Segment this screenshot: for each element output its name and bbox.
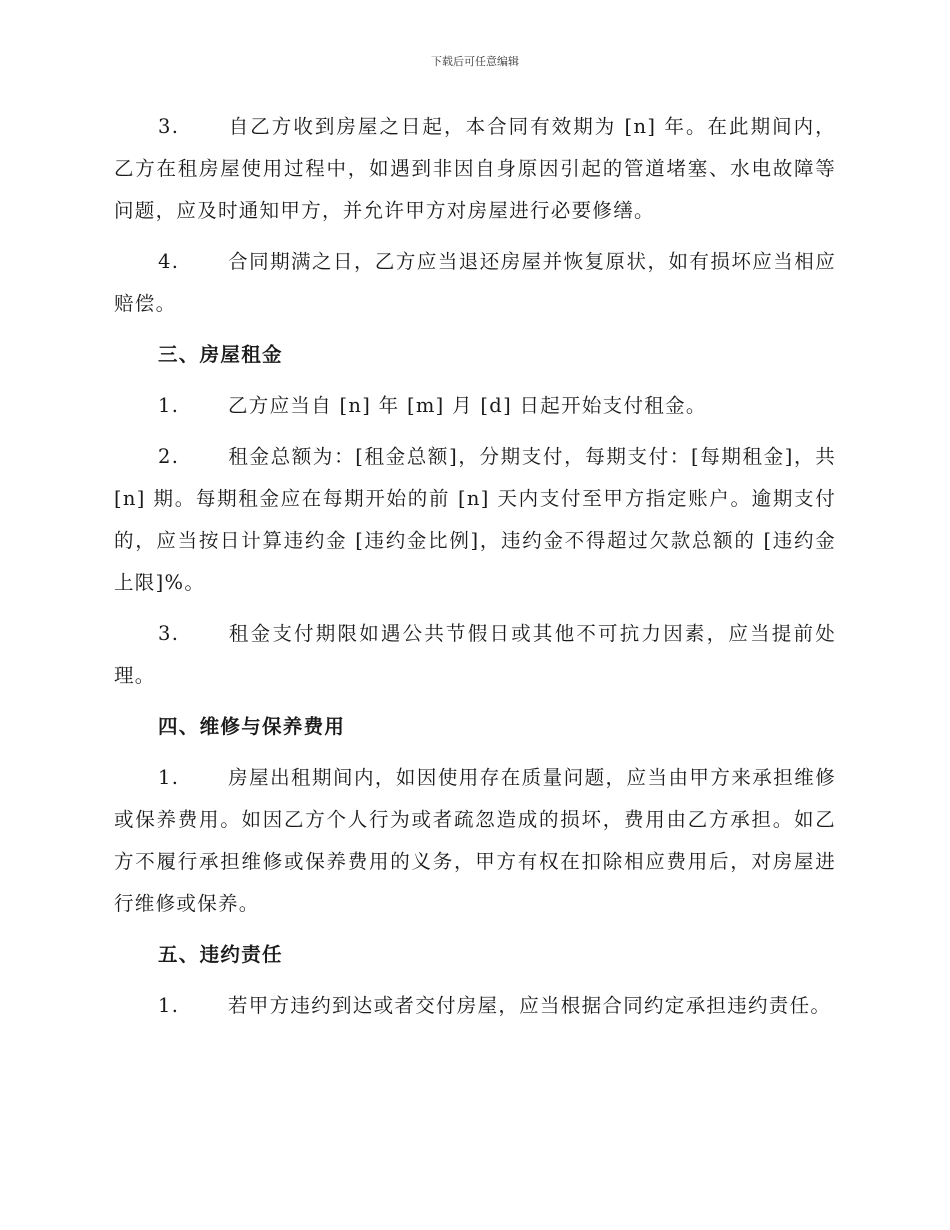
clause-number: 3. <box>158 115 180 138</box>
clause-text: 租金总额为：[租金总额]，分期支付，每期支付：[每期租金]，共 [n] 期。每期租金应在每期开始的前 [n] 天内支付至甲方指定账户。逾期支付的，应当按日计算违约金 [违约金比例]，违约金不得超过欠款总额的 [违约金上限]%。 <box>114 445 836 594</box>
clause-4 <box>114 241 836 325</box>
clause-text: 租金支付期限如遇公共节假日或其他不可抗力因素，应当提前处理。 <box>114 622 836 687</box>
clause-liability-1 <box>114 985 836 1027</box>
section-heading-rent: 三、房屋租金 <box>158 343 283 366</box>
clause-rent-1 <box>114 385 836 427</box>
page-header: 下载后可任意编辑 <box>431 55 519 68</box>
clause-number: 3. <box>158 622 180 645</box>
clause-maintenance-1 <box>114 757 836 925</box>
clause-number: 4. <box>158 250 180 273</box>
clause-text: 合同期满之日，乙方应当退还房屋并恢复原状，如有损坏应当相应赔偿。 <box>114 250 836 315</box>
section-heading-maintenance: 四、维修与保养费用 <box>158 715 346 738</box>
clause-number: 1. <box>158 994 180 1017</box>
clause-text: 乙方应当自 [n] 年 [m] 月 [d] 日起开始支付租金。 <box>228 394 707 417</box>
section-heading-liability: 五、违约责任 <box>158 943 283 966</box>
clause-number: 1. <box>158 766 180 789</box>
document-body <box>114 106 836 1036</box>
clause-text: 若甲方违约到达或者交付房屋，应当根据合同约定承担违约责任。 <box>228 994 832 1017</box>
clause-3 <box>114 106 836 232</box>
clause-rent-3 <box>114 613 836 697</box>
clause-number: 2. <box>158 445 180 468</box>
clause-rent-2 <box>114 436 836 604</box>
clause-text: 房屋出租期间内，如因使用存在质量问题，应当由甲方来承担维修或保养费用。如因乙方个人行为或者疏忽造成的损坏，费用由乙方承担。如乙方不履行承担维修或保养费用的义务，甲方有权在扣除相应费用后，对房屋进行维修或保养。 <box>114 766 836 915</box>
clause-number: 1. <box>158 394 180 417</box>
clause-text: 自乙方收到房屋之日起，本合同有效期为 [n] 年。在此期间内，乙方在租房屋使用过程中，如遇到非因自身原因引起的管道堵塞、水电故障等问题，应及时通知甲方，并允许甲方对房屋进行必要修缮。 <box>114 115 836 222</box>
